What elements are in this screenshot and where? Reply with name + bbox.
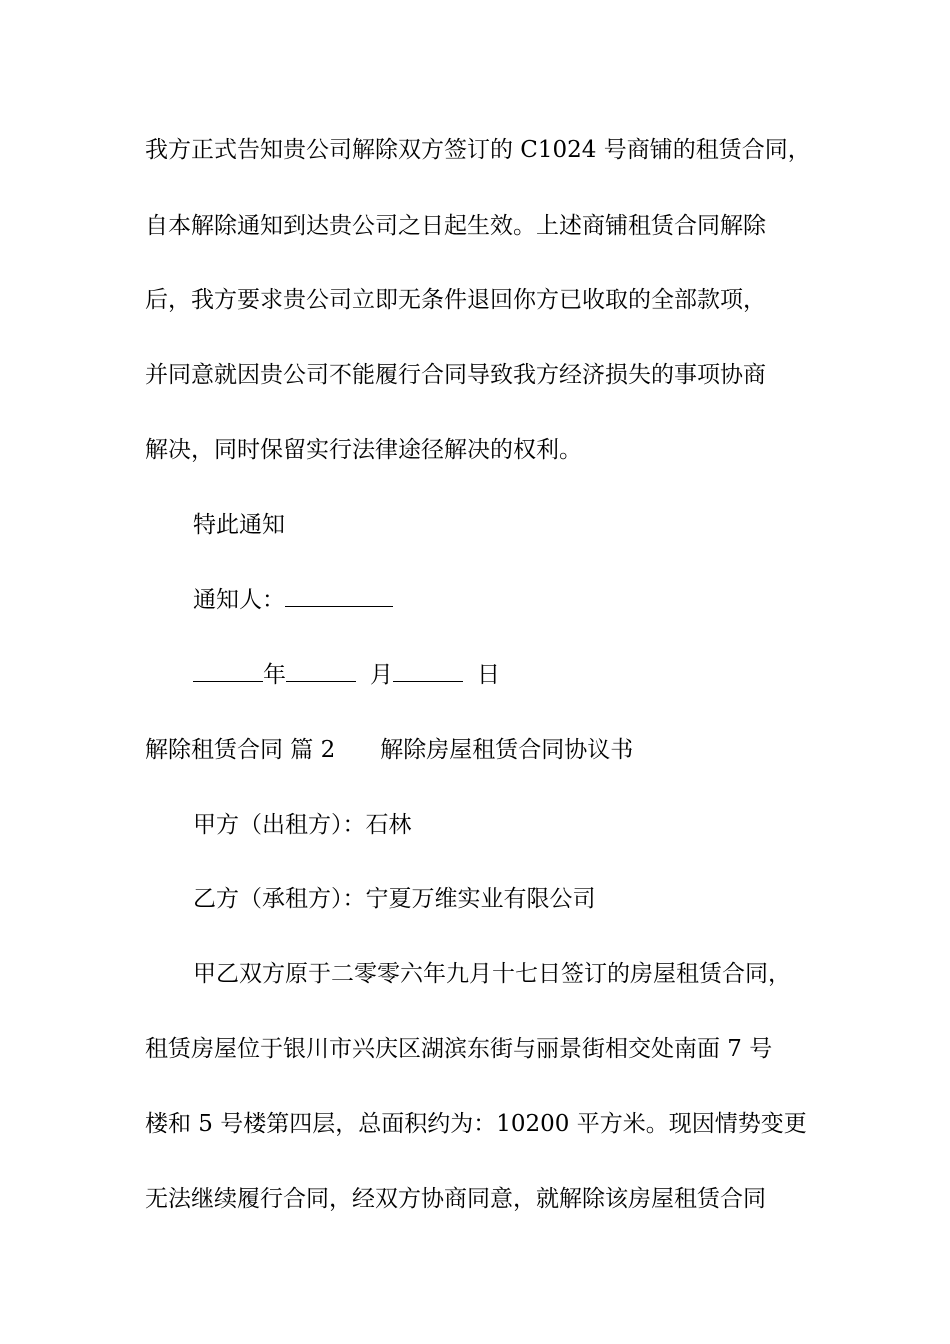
notifier-label: 通知人： <box>193 587 285 613</box>
day-blank <box>393 661 463 682</box>
paragraph1-line-3: 后，我方要求贵公司立即无条件退回你方已收取的全部款项， <box>145 287 766 313</box>
paragraph1-line-4: 并同意就因贵公司不能履行合同导致我方经济损失的事项协商 <box>145 362 766 388</box>
party-a: 甲方（出租方）：石林 <box>193 812 412 838</box>
section2-heading-line <box>145 736 633 764</box>
party-b: 乙方（承租方）：宁夏万维实业有限公司 <box>193 886 596 912</box>
month-label: 月 <box>370 662 393 688</box>
date-line <box>193 661 500 689</box>
closing-text: 特此通知 <box>193 512 285 538</box>
day-label: 日 <box>477 662 500 688</box>
paragraph1-line-5: 解决，同时保留实行法律途径解决的权利。 <box>145 437 582 463</box>
section2-heading: 解除租赁合同 篇 2 <box>145 737 336 763</box>
paragraph1-line-1: 我方正式告知贵公司解除双方签订的 C1024 号商铺的租赁合同， <box>145 137 811 163</box>
month-blank <box>286 661 356 682</box>
paragraph2-line-2: 租赁房屋位于银川市兴庆区湖滨东街与丽景街相交处南面 7 号 <box>145 1036 773 1062</box>
paragraph1-line-2: 自本解除通知到达贵公司之日起生效。上述商铺租赁合同解除 <box>145 213 766 239</box>
notifier-blank <box>285 586 393 607</box>
year-blank <box>193 661 263 682</box>
paragraph2-line-3: 楼和 5 号楼第四层，总面积约为：10200 平方米。现因情势变更 <box>145 1111 807 1137</box>
section2-title: 解除房屋租赁合同协议书 <box>380 737 634 763</box>
notifier-line <box>193 586 393 614</box>
paragraph2-line-1: 甲乙双方原于二零零六年九月十七日签订的房屋租赁合同， <box>193 961 791 987</box>
year-label: 年 <box>263 662 286 688</box>
paragraph2-line-4: 无法继续履行合同，经双方协商同意，就解除该房屋租赁合同 <box>145 1186 766 1212</box>
